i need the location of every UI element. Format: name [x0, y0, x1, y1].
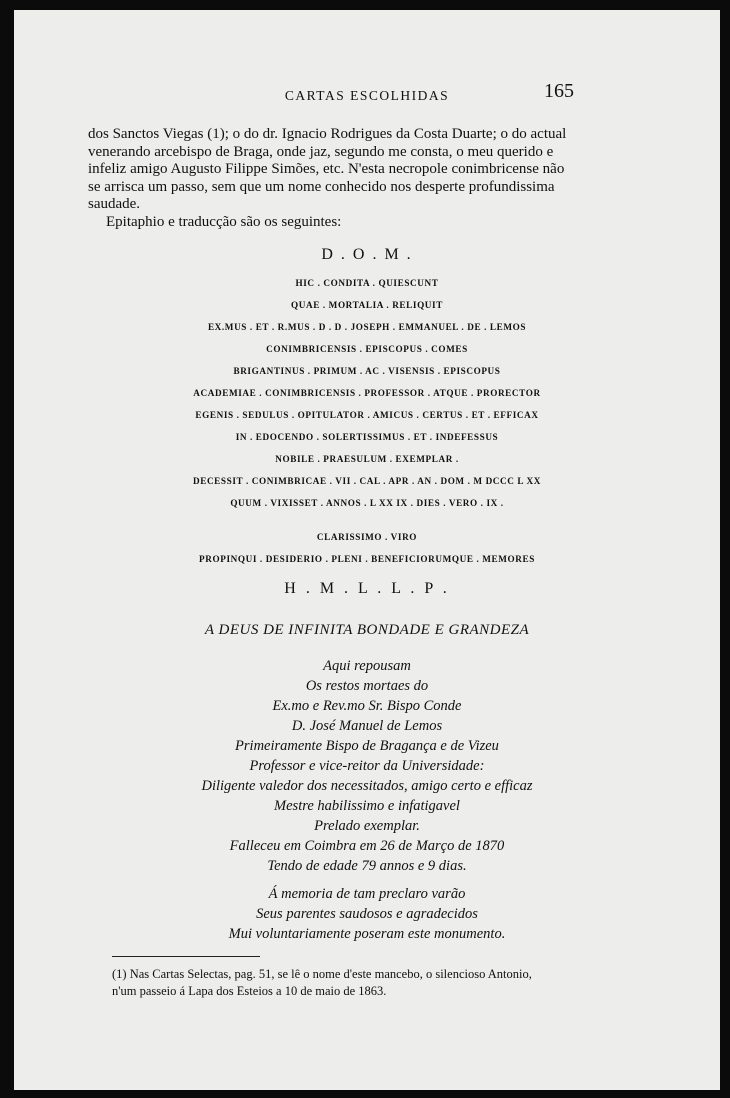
- translation-heading: A DEUS DE INFINITA BONDADE E GRANDEZA: [204, 622, 530, 638]
- translation-line: Falleceu em Coimbra em 26 de Março de 1870: [229, 838, 505, 854]
- dedication-line: PROPINQUI . DESIDERIO . PLENI . BENEFICIORUMQUE . MEMORES: [199, 554, 535, 564]
- translation-line: Professor e vice-reitor da Universidade:: [249, 758, 485, 774]
- closing-line: Á memoria de tam preclaro varão: [268, 886, 466, 902]
- latin-line: EGENIS . SEDULUS . OPITULATOR . AMICUS . CERTUS . ET . EFFICAX: [195, 410, 539, 420]
- latin-line: IN . EDOCENDO . SOLERTISSIMUS . ET . INDEFESSUS: [235, 432, 499, 442]
- translation-line: Mestre habilissimo e infatigavel: [274, 798, 460, 814]
- page-number: 165: [544, 80, 574, 102]
- dedication-line: CLARISSIMO . VIRO: [316, 532, 418, 542]
- closing-line: Mui voluntariamente poseram este monumento.: [228, 926, 506, 942]
- latin-line: QUAE . MORTALIA . RELIQUIT: [291, 300, 443, 310]
- footnote-line: n'um passeio á Lapa dos Esteios a 10 de maio de 1863.: [112, 984, 387, 998]
- latin-line: DECESSIT . CONIMBRICAE . VII . CAL . APR . AN . DOM . M DCCC L XX: [192, 476, 541, 486]
- book-page: [14, 10, 720, 1090]
- latin-line: NOBILE . PRAESULUM . EXEMPLAR .: [275, 454, 459, 464]
- latin-line: HIC . CONDITA . QUIESCUNT: [295, 278, 439, 288]
- translation-line: Aqui repousam: [323, 658, 411, 674]
- translation-line: Os restos mortaes do: [305, 678, 429, 694]
- paragraph-1: dos Sanctos Viegas (1); o do dr. Ignacio Rodrigues da Costa Duarte; o do actual venerando arcebispo de Braga, onde jaz, segundo me consta, o meu querido e infeliz amigo Augusto Filippe Simões, etc. N'esta necropole conimbricense não se arrisca um passo, sem que um nome conhecido nos desperte profundissima saudade.: [88, 126, 567, 212]
- latin-line: BRIGANTINUS . PRIMUM . AC . VISENSIS . EPISCOPUS: [233, 366, 501, 376]
- latin-line: EX.MUS . ET . R.MUS . D . D . JOSEPH . EMMANUEL . DE . LEMOS: [207, 322, 527, 332]
- latin-line: QUUM . VIXISSET . ANNOS . L XX IX . DIES . VERO . IX .: [230, 498, 504, 508]
- translation-line: Ex.mo e Rev.mo Sr. Bispo Conde: [272, 698, 462, 714]
- epitaph-heading-dom: D . O . M .: [321, 246, 413, 263]
- translation-line: Tendo de edade 79 annos e 9 dias.: [267, 858, 467, 874]
- latin-line: CONIMBRICENSIS . EPISCOPUS . COMES: [266, 344, 468, 354]
- translation-line: D. José Manuel de Lemos: [291, 718, 443, 734]
- body-paragraph: [88, 126, 576, 231]
- translation-line: Primeiramente Bispo de Bragança e de Vizeu: [235, 738, 499, 754]
- running-header: CARTAS ESCOLHIDAS: [284, 88, 450, 103]
- footnote-rule: [112, 956, 260, 957]
- epitaph-signature: H . M . L . L . P .: [284, 580, 450, 597]
- translation-line: Prelado exemplar.: [314, 818, 420, 834]
- closing-line: Seus parentes saudosos e agradecidos: [256, 906, 478, 922]
- translation-line: Diligente valedor dos necessitados, amigo certo e efficaz: [201, 778, 533, 794]
- latin-line: ACADEMIAE . CONIMBRICENSIS . PROFESSOR . ATQUE . PRORECTOR: [193, 388, 541, 398]
- footnote-line: (1) Nas Cartas Selectas, pag. 51, se lê o nome d'este mancebo, o silencioso Antonio,: [112, 967, 532, 981]
- footnote: [112, 966, 592, 1000]
- paragraph-2: Epitaphio e traducção são os seguintes:: [106, 213, 342, 230]
